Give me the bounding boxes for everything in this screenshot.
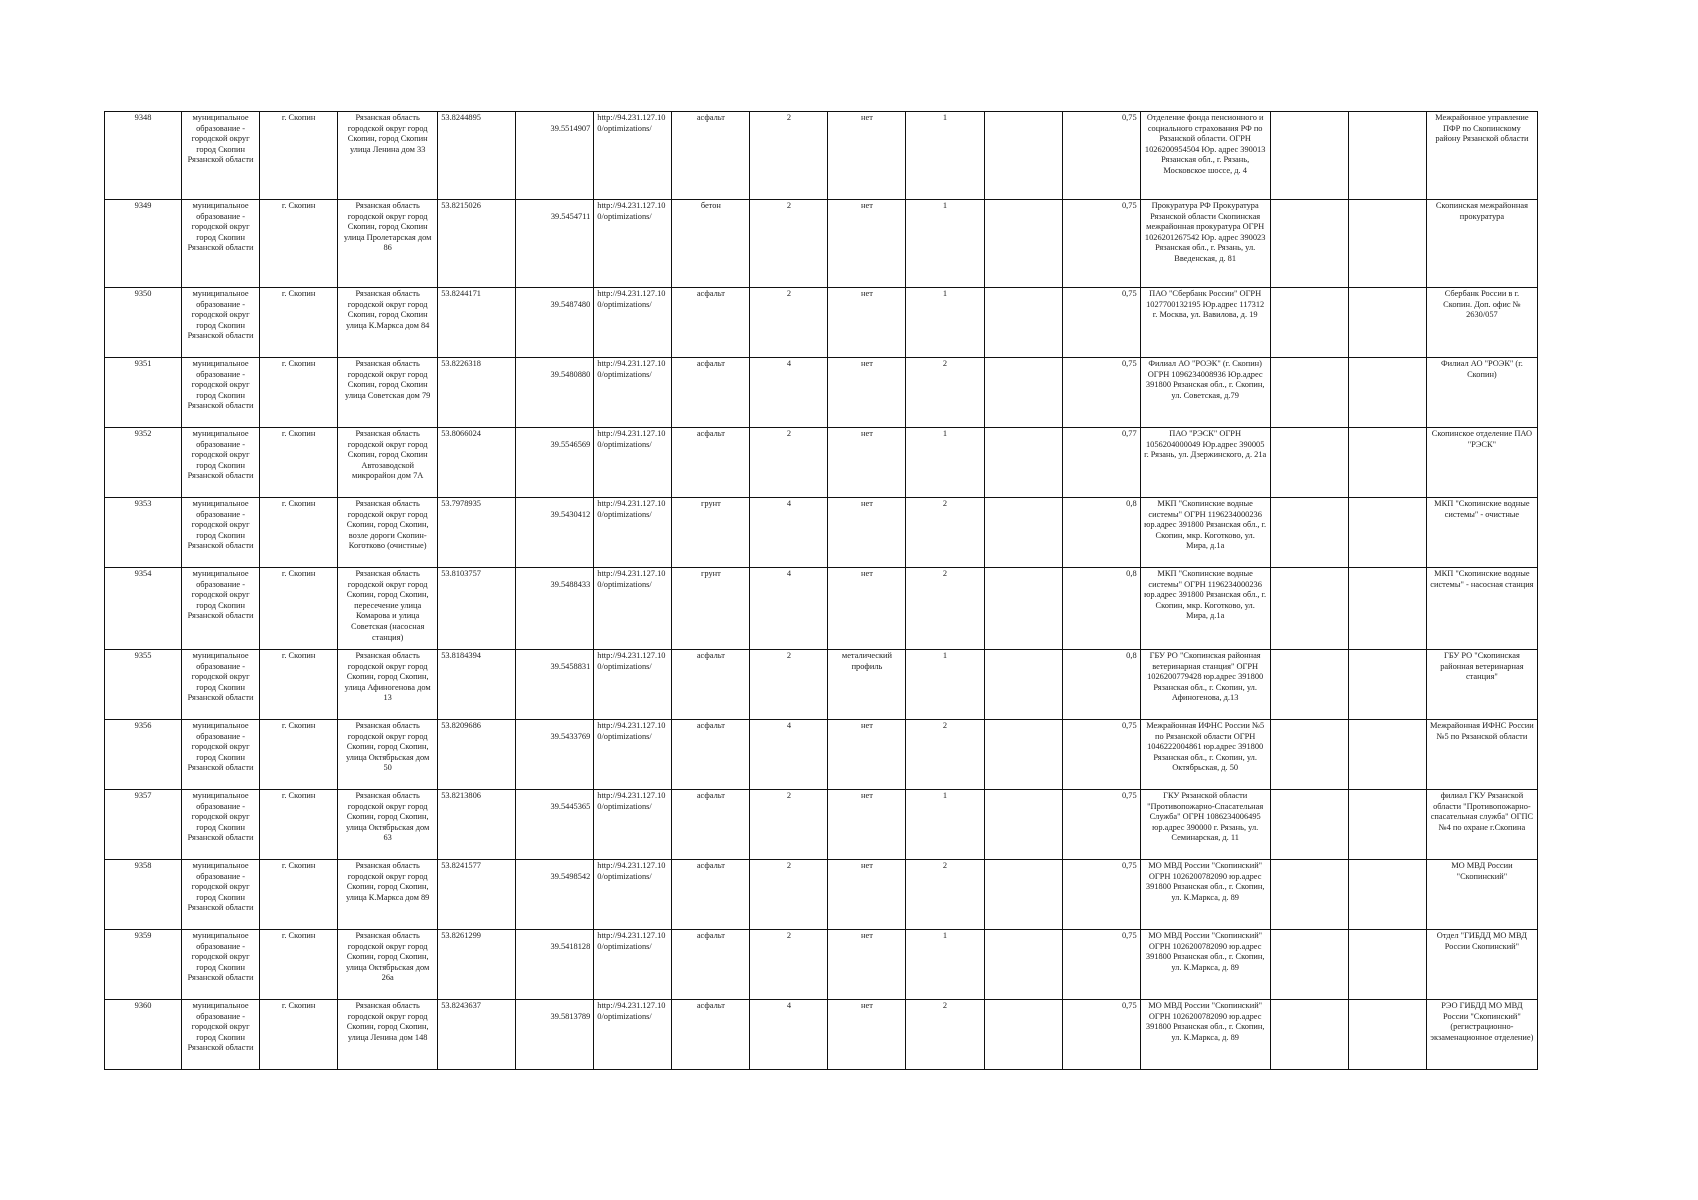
cell-container-volume: 0,75 <box>1062 112 1140 200</box>
cell-municipality: муниципальное образование - городской округ город Скопин Рязанской области <box>182 428 260 498</box>
cell-fence: нет <box>828 1000 906 1070</box>
cell-url: http://94.231.127.100/optimizations/ <box>594 200 672 288</box>
cell-empty-column <box>984 358 1062 428</box>
cell-url: http://94.231.127.100/optimizations/ <box>594 498 672 568</box>
cell-city: г. Скопин <box>260 1000 338 1070</box>
cell-municipality: муниципальное образование - городской округ город Скопин Рязанской области <box>182 358 260 428</box>
cell-empty-column-2 <box>1270 498 1348 568</box>
cell-container-volume: 0,8 <box>1062 650 1140 720</box>
cell-source-organization: МКП "Скопинские водные системы" - очистные <box>1426 498 1537 568</box>
cell-area: 4 <box>750 1000 828 1070</box>
cell-empty-column-2 <box>1270 790 1348 860</box>
cell-row-number: 9350 <box>105 288 182 358</box>
cell-empty-column-2 <box>1270 358 1348 428</box>
cell-row-number: 9355 <box>105 650 182 720</box>
cell-row-number: 9360 <box>105 1000 182 1070</box>
cell-area: 2 <box>750 650 828 720</box>
cell-owner-info: ГКУ Рязанской области "Противопожарно-Спасательная Служба" ОГРН 1086234006495 юр.адрес 390000 г. Рязань, ул. Семинарская, д. 11 <box>1140 790 1270 860</box>
cell-longitude: 39.5487480 <box>516 288 594 358</box>
cell-surface-type: асфальт <box>672 720 750 790</box>
cell-address: Рязанская область городской округ город Скопин, город Скопин, улица Октябрьская дом 63 <box>338 790 438 860</box>
cell-fence: нет <box>828 790 906 860</box>
cell-latitude: 53.8103757 <box>438 568 516 650</box>
cell-fence: нет <box>828 112 906 200</box>
cell-area: 2 <box>750 790 828 860</box>
cell-municipality: муниципальное образование - городской округ город Скопин Рязанской области <box>182 1000 260 1070</box>
cell-latitude: 53.8226318 <box>438 358 516 428</box>
cell-longitude: 39.5433769 <box>516 720 594 790</box>
cell-owner-info: Межрайонная ИФНС России №5 по Рязанской области ОГРН 1046222004861 юр.адрес 391800 Рязанская обл., г. Скопин, ул. Октябрьская, д. 50 <box>1140 720 1270 790</box>
cell-area: 4 <box>750 568 828 650</box>
cell-empty-column-3 <box>1348 498 1426 568</box>
cell-longitude: 39.5418128 <box>516 930 594 1000</box>
cell-city: г. Скопин <box>260 568 338 650</box>
cell-empty-column <box>984 112 1062 200</box>
cell-municipality: муниципальное образование - городской округ город Скопин Рязанской области <box>182 498 260 568</box>
cell-url: http://94.231.127.100/optimizations/ <box>594 930 672 1000</box>
cell-municipality: муниципальное образование - городской округ город Скопин Рязанской области <box>182 288 260 358</box>
cell-owner-info: Прокуратура РФ Прокуратура Рязанской области Скопинская межрайонная прокуратура ОГРН 1026201267542 Юр. адрес 390023 Рязанская обл., г. Рязань, ул. Введенская, д. 81 <box>1140 200 1270 288</box>
cell-city: г. Скопин <box>260 720 338 790</box>
cell-longitude: 39.5480880 <box>516 358 594 428</box>
cell-empty-column-3 <box>1348 930 1426 1000</box>
cell-latitude: 53.8244171 <box>438 288 516 358</box>
cell-container-volume: 0,75 <box>1062 860 1140 930</box>
cell-empty-column-3 <box>1348 1000 1426 1070</box>
cell-latitude: 53.8241577 <box>438 860 516 930</box>
table-row <box>105 860 1538 930</box>
cell-source-organization: Межрайонная ИФНС России №5 по Рязанской области <box>1426 720 1537 790</box>
cell-fence: нет <box>828 358 906 428</box>
cell-empty-column-3 <box>1348 358 1426 428</box>
cell-area: 2 <box>750 200 828 288</box>
cell-container-count: 2 <box>906 568 984 650</box>
cell-surface-type: грунт <box>672 498 750 568</box>
cell-url: http://94.231.127.100/optimizations/ <box>594 790 672 860</box>
cell-surface-type: асфальт <box>672 112 750 200</box>
cell-container-count: 1 <box>906 930 984 1000</box>
cell-longitude: 39.5546569 <box>516 428 594 498</box>
cell-owner-info: МО МВД России "Скопинский" ОГРН 1026200782090 юр.адрес 391800 Рязанская обл., г. Скопин, ул. К.Маркса, д. 89 <box>1140 930 1270 1000</box>
cell-latitude: 53.8261299 <box>438 930 516 1000</box>
cell-url: http://94.231.127.100/optimizations/ <box>594 860 672 930</box>
cell-area: 4 <box>750 720 828 790</box>
cell-fence: нет <box>828 568 906 650</box>
cell-latitude: 53.8209686 <box>438 720 516 790</box>
cell-owner-info: Филиал АО "РОЭК" (г. Скопин) ОГРН 1096234008936 Юр.адрес 391800 Рязанская обл., г. Скопин, ул. Советская, д.79 <box>1140 358 1270 428</box>
cell-latitude: 53.8243637 <box>438 1000 516 1070</box>
cell-fence: нет <box>828 860 906 930</box>
cell-row-number: 9348 <box>105 112 182 200</box>
cell-area: 4 <box>750 498 828 568</box>
cell-address: Рязанская область городской округ город Скопин, город Скопин, возле дороги Скопин-Коготково (очистные) <box>338 498 438 568</box>
cell-row-number: 9352 <box>105 428 182 498</box>
cell-container-count: 1 <box>906 790 984 860</box>
cell-longitude: 39.5430412 <box>516 498 594 568</box>
cell-source-organization: Скопинское отделение ПАО "РЭСК" <box>1426 428 1537 498</box>
cell-empty-column <box>984 930 1062 1000</box>
cell-empty-column-3 <box>1348 860 1426 930</box>
cell-surface-type: асфальт <box>672 288 750 358</box>
cell-surface-type: асфальт <box>672 930 750 1000</box>
cell-latitude: 53.8244895 <box>438 112 516 200</box>
cell-municipality: муниципальное образование - городской округ город Скопин Рязанской области <box>182 650 260 720</box>
cell-url: http://94.231.127.100/optimizations/ <box>594 358 672 428</box>
cell-address: Рязанская область городской округ город Скопин, город Скопин, улица К.Маркса дом 89 <box>338 860 438 930</box>
cell-empty-column <box>984 428 1062 498</box>
table-row <box>105 930 1538 1000</box>
cell-source-organization: Сбербанк России в г. Скопин. Доп. офис № 2630/057 <box>1426 288 1537 358</box>
cell-row-number: 9358 <box>105 860 182 930</box>
cell-empty-column-2 <box>1270 200 1348 288</box>
cell-area: 2 <box>750 288 828 358</box>
cell-fence: нет <box>828 428 906 498</box>
cell-empty-column-2 <box>1270 288 1348 358</box>
cell-url: http://94.231.127.100/optimizations/ <box>594 112 672 200</box>
cell-container-volume: 0,8 <box>1062 568 1140 650</box>
cell-longitude: 39.5498542 <box>516 860 594 930</box>
cell-address: Рязанская область городской округ город Скопин, город Скопин, улица Октябрьская дом 50 <box>338 720 438 790</box>
cell-address: Рязанская область городской округ город Скопин, город Скопин улица Пролетарская дом 86 <box>338 200 438 288</box>
cell-row-number: 9357 <box>105 790 182 860</box>
cell-longitude: 39.5445365 <box>516 790 594 860</box>
cell-empty-column-2 <box>1270 112 1348 200</box>
cell-container-volume: 0,75 <box>1062 1000 1140 1070</box>
cell-longitude: 39.5514907 <box>516 112 594 200</box>
cell-source-organization: Скопинская межрайонная прокуратура <box>1426 200 1537 288</box>
cell-url: http://94.231.127.100/optimizations/ <box>594 288 672 358</box>
cell-address: Рязанская область городской округ город Скопин, город Скопин, улица Октябрьская дом 26а <box>338 930 438 1000</box>
table-row <box>105 1000 1538 1070</box>
table-row <box>105 650 1538 720</box>
cell-area: 4 <box>750 358 828 428</box>
cell-owner-info: ПАО "Сбербанк России" ОГРН 1027700132195 Юр.адрес 117312 г. Москва, ул. Вавилова, д. 19 <box>1140 288 1270 358</box>
table-row <box>105 358 1538 428</box>
cell-empty-column-3 <box>1348 112 1426 200</box>
cell-empty-column-3 <box>1348 428 1426 498</box>
cell-owner-info: МКП "Скопинские водные системы" ОГРН 1196234000236 юр.адрес 391800 Рязанская обл., г. Скопин, мкр. Коготково, ул. Мира, д.1а <box>1140 498 1270 568</box>
cell-empty-column-2 <box>1270 930 1348 1000</box>
cell-container-volume: 0,75 <box>1062 930 1140 1000</box>
cell-fence: металический профиль <box>828 650 906 720</box>
cell-container-count: 1 <box>906 650 984 720</box>
cell-container-volume: 0,75 <box>1062 720 1140 790</box>
cell-source-organization: МО МВД России "Скопинский" <box>1426 860 1537 930</box>
cell-city: г. Скопин <box>260 790 338 860</box>
cell-empty-column-3 <box>1348 650 1426 720</box>
cell-container-volume: 0,77 <box>1062 428 1140 498</box>
cell-owner-info: Отделение фонда пенсионного и социального страхования РФ по Рязанской области. ОГРН 1026200954504 Юр. адрес 390013 Рязанская обл., г. Рязань, Московское шоссе, д. 4 <box>1140 112 1270 200</box>
cell-address: Рязанская область городской округ город Скопин, город Скопин улица Ленина дом 33 <box>338 112 438 200</box>
table-body <box>105 112 1538 1070</box>
cell-empty-column-2 <box>1270 860 1348 930</box>
cell-row-number: 9349 <box>105 200 182 288</box>
cell-container-count: 1 <box>906 288 984 358</box>
cell-empty-column-2 <box>1270 568 1348 650</box>
cell-owner-info: МКП "Скопинские водные системы" ОГРН 1196234000236 юр.адрес 391800 Рязанская обл., г. Скопин, мкр. Коготково, ул. Мира, д.1а <box>1140 568 1270 650</box>
cell-empty-column <box>984 650 1062 720</box>
cell-city: г. Скопин <box>260 930 338 1000</box>
cell-latitude: 53.8066024 <box>438 428 516 498</box>
cell-url: http://94.231.127.100/optimizations/ <box>594 428 672 498</box>
cell-municipality: муниципальное образование - городской округ город Скопин Рязанской области <box>182 720 260 790</box>
cell-source-organization: ГБУ РО "Скопинская районная ветеринарная станция" <box>1426 650 1537 720</box>
cell-municipality: муниципальное образование - городской округ город Скопин Рязанской области <box>182 790 260 860</box>
cell-empty-column <box>984 498 1062 568</box>
cell-container-count: 2 <box>906 498 984 568</box>
cell-row-number: 9359 <box>105 930 182 1000</box>
cell-latitude: 53.8215026 <box>438 200 516 288</box>
cell-source-organization: филиал ГКУ Рязанской области "Противопожарно-спасательная служба" ОГПС №4 по охране г.Скопина <box>1426 790 1537 860</box>
cell-surface-type: грунт <box>672 568 750 650</box>
table-row <box>105 498 1538 568</box>
cell-area: 2 <box>750 428 828 498</box>
cell-latitude: 53.8184394 <box>438 650 516 720</box>
cell-empty-column <box>984 200 1062 288</box>
cell-empty-column-3 <box>1348 288 1426 358</box>
cell-container-count: 1 <box>906 112 984 200</box>
cell-container-count: 2 <box>906 860 984 930</box>
table-row <box>105 720 1538 790</box>
cell-owner-info: МО МВД России "Скопинский" ОГРН 1026200782090 юр.адрес 391800 Рязанская обл., г. Скопин, ул. К.Маркса, д. 89 <box>1140 860 1270 930</box>
cell-area: 2 <box>750 860 828 930</box>
cell-container-volume: 0,75 <box>1062 200 1140 288</box>
cell-fence: нет <box>828 288 906 358</box>
cell-fence: нет <box>828 200 906 288</box>
cell-municipality: муниципальное образование - городской округ город Скопин Рязанской области <box>182 200 260 288</box>
cell-source-organization: Отдел "ГИБДД МО МВД России Скопинский" <box>1426 930 1537 1000</box>
cell-url: http://94.231.127.100/optimizations/ <box>594 568 672 650</box>
cell-empty-column <box>984 288 1062 358</box>
cell-container-count: 1 <box>906 200 984 288</box>
cell-empty-column <box>984 1000 1062 1070</box>
table-row <box>105 568 1538 650</box>
table-row <box>105 428 1538 498</box>
cell-empty-column <box>984 720 1062 790</box>
table-row <box>105 112 1538 200</box>
cell-city: г. Скопин <box>260 498 338 568</box>
cell-longitude: 39.5488433 <box>516 568 594 650</box>
cell-source-organization: МКП "Скопинские водные системы" - насосная станция <box>1426 568 1537 650</box>
cell-url: http://94.231.127.100/optimizations/ <box>594 650 672 720</box>
cell-empty-column-2 <box>1270 720 1348 790</box>
cell-longitude: 39.5458831 <box>516 650 594 720</box>
cell-source-organization: РЭО ГИБДД МО МВД России "Скопинский" (регистрационно-экзаменационное отделение) <box>1426 1000 1537 1070</box>
cell-owner-info: ГБУ РО "Скопинская районная ветеринарная станция" ОГРН 1026200779428 юр.адрес 391800 Рязанская обл., г. Скопин, ул. Афиногенова, д.13 <box>1140 650 1270 720</box>
cell-area: 2 <box>750 112 828 200</box>
cell-city: г. Скопин <box>260 200 338 288</box>
cell-owner-info: МО МВД России "Скопинский" ОГРН 1026200782090 юр.адрес 391800 Рязанская обл., г. Скопин, ул. К.Маркса, д. 89 <box>1140 1000 1270 1070</box>
cell-address: Рязанская область городской округ город Скопин, город Скопин, пересечение улица Комарова и улица Советская (насосная станция) <box>338 568 438 650</box>
cell-empty-column <box>984 790 1062 860</box>
table-row <box>105 288 1538 358</box>
cell-surface-type: бетон <box>672 200 750 288</box>
cell-empty-column <box>984 568 1062 650</box>
cell-latitude: 53.8213806 <box>438 790 516 860</box>
cell-empty-column-3 <box>1348 790 1426 860</box>
cell-row-number: 9351 <box>105 358 182 428</box>
cell-surface-type: асфальт <box>672 650 750 720</box>
cell-container-volume: 0,8 <box>1062 498 1140 568</box>
cell-municipality: муниципальное образование - городской округ город Скопин Рязанской области <box>182 568 260 650</box>
cell-container-volume: 0,75 <box>1062 358 1140 428</box>
cell-surface-type: асфальт <box>672 860 750 930</box>
cell-container-count: 2 <box>906 720 984 790</box>
cell-city: г. Скопин <box>260 112 338 200</box>
cell-city: г. Скопин <box>260 650 338 720</box>
cell-address: Рязанская область городской округ город Скопин, город Скопин, улица Афиногенова дом 13 <box>338 650 438 720</box>
cell-city: г. Скопин <box>260 428 338 498</box>
cell-address: Рязанская область городской округ город Скопин, город Скопин улица Советская дом 79 <box>338 358 438 428</box>
cell-municipality: муниципальное образование - городской округ город Скопин Рязанской области <box>182 930 260 1000</box>
cell-city: г. Скопин <box>260 358 338 428</box>
cell-container-volume: 0,75 <box>1062 288 1140 358</box>
cell-surface-type: асфальт <box>672 428 750 498</box>
cell-empty-column-3 <box>1348 200 1426 288</box>
cell-area: 2 <box>750 930 828 1000</box>
cell-longitude: 39.5454711 <box>516 200 594 288</box>
cell-url: http://94.231.127.100/optimizations/ <box>594 1000 672 1070</box>
data-table <box>104 111 1538 1070</box>
cell-owner-info: ПАО "РЭСК" ОГРН 1056204000049 Юр.адрес 390005 г. Рязань, ул. Дзержинского, д. 21а <box>1140 428 1270 498</box>
cell-url: http://94.231.127.100/optimizations/ <box>594 720 672 790</box>
cell-row-number: 9354 <box>105 568 182 650</box>
cell-fence: нет <box>828 498 906 568</box>
cell-empty-column <box>984 860 1062 930</box>
cell-city: г. Скопин <box>260 860 338 930</box>
table-row <box>105 200 1538 288</box>
cell-municipality: муниципальное образование - городской округ город Скопин Рязанской области <box>182 112 260 200</box>
cell-container-volume: 0,75 <box>1062 790 1140 860</box>
cell-empty-column-2 <box>1270 650 1348 720</box>
cell-row-number: 9356 <box>105 720 182 790</box>
cell-empty-column-3 <box>1348 568 1426 650</box>
cell-city: г. Скопин <box>260 288 338 358</box>
cell-container-count: 1 <box>906 428 984 498</box>
cell-surface-type: асфальт <box>672 1000 750 1070</box>
cell-empty-column-3 <box>1348 720 1426 790</box>
cell-address: Рязанская область городской округ город Скопин, город Скопин, улица Ленина дом 148 <box>338 1000 438 1070</box>
cell-address: Рязанская область городской округ город Скопин, город Скопин улица К.Маркса дом 84 <box>338 288 438 358</box>
cell-source-organization: Филиал АО "РОЭК" (г. Скопин) <box>1426 358 1537 428</box>
cell-fence: нет <box>828 720 906 790</box>
cell-latitude: 53.7978935 <box>438 498 516 568</box>
cell-surface-type: асфальт <box>672 358 750 428</box>
cell-municipality: муниципальное образование - городской округ город Скопин Рязанской области <box>182 860 260 930</box>
cell-surface-type: асфальт <box>672 790 750 860</box>
cell-address: Рязанская область городской округ город Скопин, город Скопин Автозаводской микрорайон дом 7А <box>338 428 438 498</box>
cell-source-organization: Межрайонное управление ПФР по Скопинскому району Рязанской области <box>1426 112 1537 200</box>
cell-container-count: 2 <box>906 1000 984 1070</box>
cell-fence: нет <box>828 930 906 1000</box>
cell-empty-column-2 <box>1270 1000 1348 1070</box>
table-row <box>105 790 1538 860</box>
cell-longitude: 39.5813789 <box>516 1000 594 1070</box>
cell-row-number: 9353 <box>105 498 182 568</box>
cell-container-count: 2 <box>906 358 984 428</box>
cell-empty-column-2 <box>1270 428 1348 498</box>
